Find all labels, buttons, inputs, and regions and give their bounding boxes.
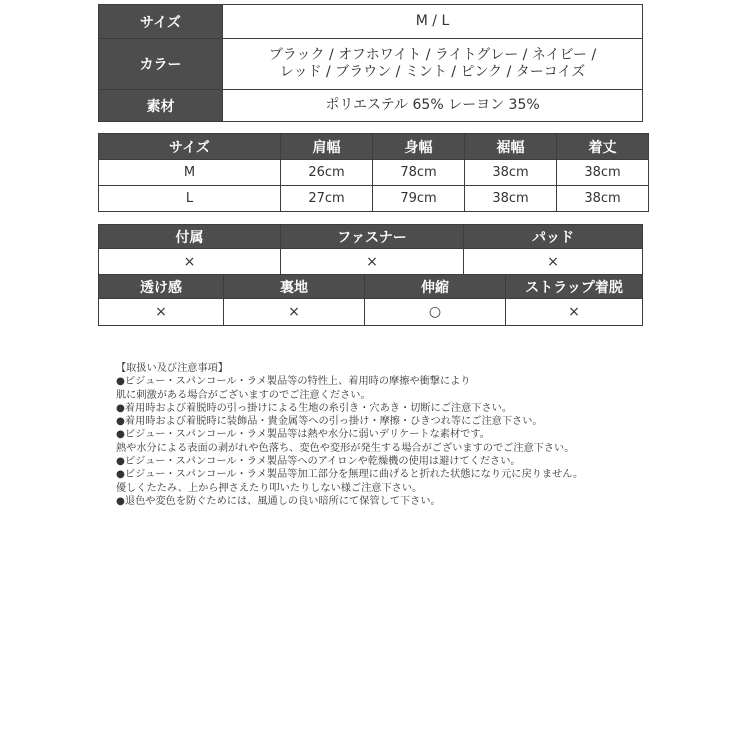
stretch-header: 伸縮 bbox=[365, 275, 506, 299]
size-cell: L bbox=[99, 186, 281, 212]
size-header: サイズ bbox=[99, 134, 281, 160]
strap-value: × bbox=[506, 299, 643, 326]
shoulder-header: 肩幅 bbox=[281, 134, 373, 160]
accessories-value: × bbox=[99, 249, 281, 276]
note-line: ●退色や変色を防ぐためには、風通しの良い暗所にて保管して下さい。 bbox=[116, 495, 441, 507]
shoulder-cell: 26cm bbox=[281, 160, 373, 186]
table-row bbox=[99, 160, 649, 186]
spec-row-material bbox=[99, 90, 643, 122]
stretch-value: ○ bbox=[365, 299, 506, 326]
zipper-value: × bbox=[281, 249, 464, 276]
body-width-header: 身幅 bbox=[373, 134, 465, 160]
spec-table bbox=[98, 4, 643, 122]
pad-value: × bbox=[464, 249, 643, 276]
note-line: ●ビジュー・スパンコール・ラメ製品等へのアイロンや乾燥機の使用は避けてください。 bbox=[116, 456, 521, 468]
hem-width-header: 裾幅 bbox=[465, 134, 557, 160]
strap-header: ストラップ着脱 bbox=[506, 275, 643, 299]
hem-width-cell: 38cm bbox=[465, 160, 557, 186]
accessories-table bbox=[98, 224, 643, 276]
accessories-header: 付属 bbox=[99, 225, 281, 249]
note-line: 熱や水分による表面の剥がれや色落ち、変色や変形が発生する場合がございますのでご注意下さい。 bbox=[116, 442, 575, 454]
sheer-value: × bbox=[99, 299, 224, 326]
note-line: ●ビジュー・スパンコール・ラメ製品等加工部分を無理に曲げると折れた状態になり元に戻りません。 bbox=[116, 469, 584, 481]
notes-title: 【取扱い及び注意事項】 bbox=[116, 363, 229, 374]
length-cell: 38cm bbox=[557, 160, 649, 186]
accessories-header-row bbox=[99, 225, 643, 249]
note-line: 肌に刺激がある場合がございますのでご注意ください。 bbox=[116, 389, 371, 401]
size-cell: M bbox=[99, 160, 281, 186]
spec-row-size bbox=[99, 5, 643, 39]
color-value bbox=[223, 39, 643, 90]
features-header-row bbox=[99, 275, 643, 299]
length-header: 着丈 bbox=[557, 134, 649, 160]
size-table bbox=[98, 133, 649, 212]
note-line: 優しくたたみ、上から押さえたり叩いたりしない様ご注意下さい。 bbox=[116, 482, 423, 494]
note-line: ●着用時および着脱時に装飾品・貴金属等への引っ掛け・摩擦・ひきつれ等にご注意下さい。 bbox=[116, 416, 543, 428]
spec-row-color bbox=[99, 39, 643, 90]
material-label: 素材 bbox=[99, 90, 223, 122]
material-value: ポリエステル 65% レーヨン 35% bbox=[223, 90, 643, 122]
care-notes bbox=[116, 362, 636, 508]
shoulder-cell: 27cm bbox=[281, 186, 373, 212]
features-table bbox=[98, 274, 643, 326]
accessories-value-row bbox=[99, 249, 643, 276]
note-line: ●ビジュー・スパンコール・ラメ製品等は熱や水分に弱いデリケートな素材です。 bbox=[116, 429, 490, 441]
size-value: M / L bbox=[223, 5, 643, 39]
note-line: ●ビジュー・スパンコール・ラメ製品等の特性上、着用時の摩擦や衝撃により bbox=[116, 376, 471, 388]
note-line: ●着用時および着脱時の引っ掛けによる生地の糸引き・穴あき・切断にご注意下さい。 bbox=[116, 402, 513, 414]
size-table-header bbox=[99, 134, 649, 160]
color-label: カラー bbox=[99, 39, 223, 90]
zipper-header: ファスナー bbox=[281, 225, 464, 249]
table-row bbox=[99, 186, 649, 212]
pad-header: パッド bbox=[464, 225, 643, 249]
hem-width-cell: 38cm bbox=[465, 186, 557, 212]
sheer-header: 透け感 bbox=[99, 275, 224, 299]
body-width-cell: 79cm bbox=[373, 186, 465, 212]
lining-header: 裏地 bbox=[224, 275, 365, 299]
body-width-cell: 78cm bbox=[373, 160, 465, 186]
color-line-2: レッド / ブラウン / ミント / ピンク / ターコイズ bbox=[279, 64, 586, 80]
length-cell: 38cm bbox=[557, 186, 649, 212]
features-value-row bbox=[99, 299, 643, 326]
size-label: サイズ bbox=[99, 5, 223, 39]
lining-value: × bbox=[224, 299, 365, 326]
color-line-1: ブラック / オフホワイト / ライトグレー / ネイビー / bbox=[268, 47, 597, 63]
